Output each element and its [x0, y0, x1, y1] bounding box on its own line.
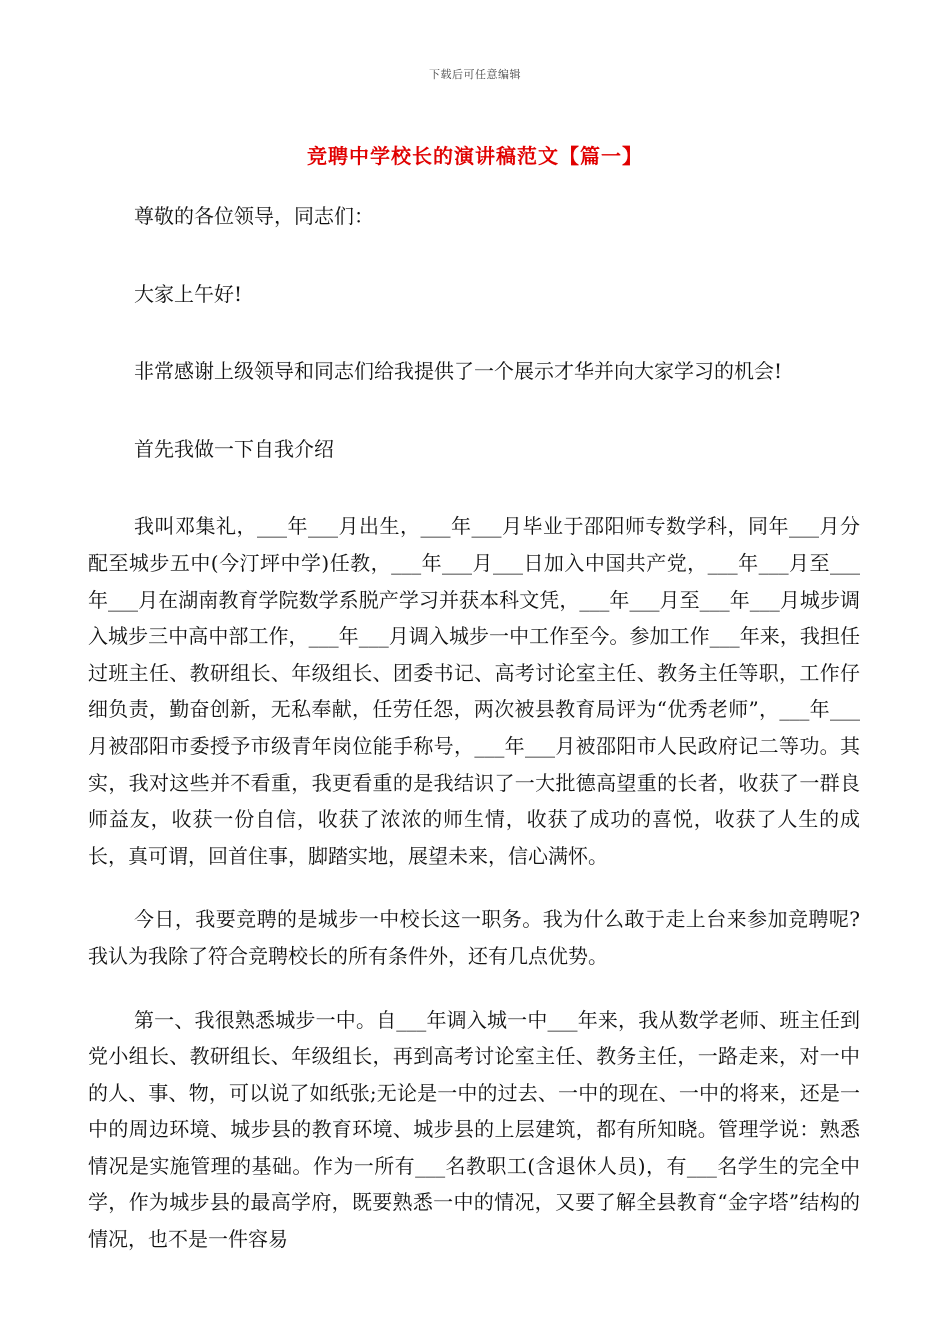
intro-heading-paragraph: 首先我做一下自我介绍: [134, 436, 334, 461]
greeting-paragraph: 大家上午好!: [134, 281, 243, 306]
page-header-note: 下载后可任意编辑: [429, 68, 521, 81]
thanks-paragraph: 非常感谢上级领导和同志们给我提供了一个展示才华并向大家学习的机会!: [134, 359, 783, 384]
position-paragraph: 今日，我要竞聘的是城步一中校长这一职务。我为什么敢于走上台来参加竞聘呢?我认为我除了符合竞聘校长的所有条件外，还有几点优势。: [88, 907, 860, 968]
document-title: 竞聘中学校长的演讲稿范文【篇一】: [307, 144, 643, 168]
advantage-one-paragraph: 第一、我很熟悉城步一中。自___年调入城一中___年来，我从数学老师、班主任到党小组长、教研组长、年级组长，再到高考讨论室主任、教务主任，一路走来，对一中的人、事、物，可以说了如纸张;无论是一中的过去、一中的现在、一中的将来，还是一中的周边环境、城步县的教育环境、城步县的上层建筑，都有所知晓。管理学说：熟悉情况是实施管理的基础。作为一所有___名教职工(含退休人员)，有___名学生的完全中学，作为城步县的最高学府，既要熟悉一中的情况，又要了解全县教育“金字塔”结构的情况，也不是一件容易: [88, 1007, 860, 1252]
salutation-paragraph: 尊敬的各位领导，同志们：: [134, 204, 374, 228]
self-introduction-paragraph: 我叫邓集礼，___年___月出生，___年___月毕业于邵阳师专数学科，同年___月分配至城步五中(今汀坪中学)任教，___年___月___日加入中国共产党，___年___月至___年___月在湖南教育学院数学系脱产学习并获本科文凭，___年___月至___年___月城步调入城步三中高中部工作，___年___月调入城步一中工作至今。参加工作___年来，我担任过班主任、教研组长、年级组长、团委书记、高考讨论室主任、教务主任等职，工作仔细负责，勤奋创新，无私奉献，任劳任怨，两次被县教育局评为“优秀老师”，___年___月被邵阳市委授予市级青年岗位能手称号，___年___月被邵阳市人民政府记二等功。其实，我对这些并不看重，我更看重的是我结识了一大批德高望重的长者，收获了一群良师益友，收获一份自信，收获了浓浓的师生情，收获了成功的喜悦，收获了人生的成长，真可谓，回首住事，脚踏实地，展望未来，信心满怀。: [88, 514, 860, 868]
document-body: [88, 198, 860, 1285]
